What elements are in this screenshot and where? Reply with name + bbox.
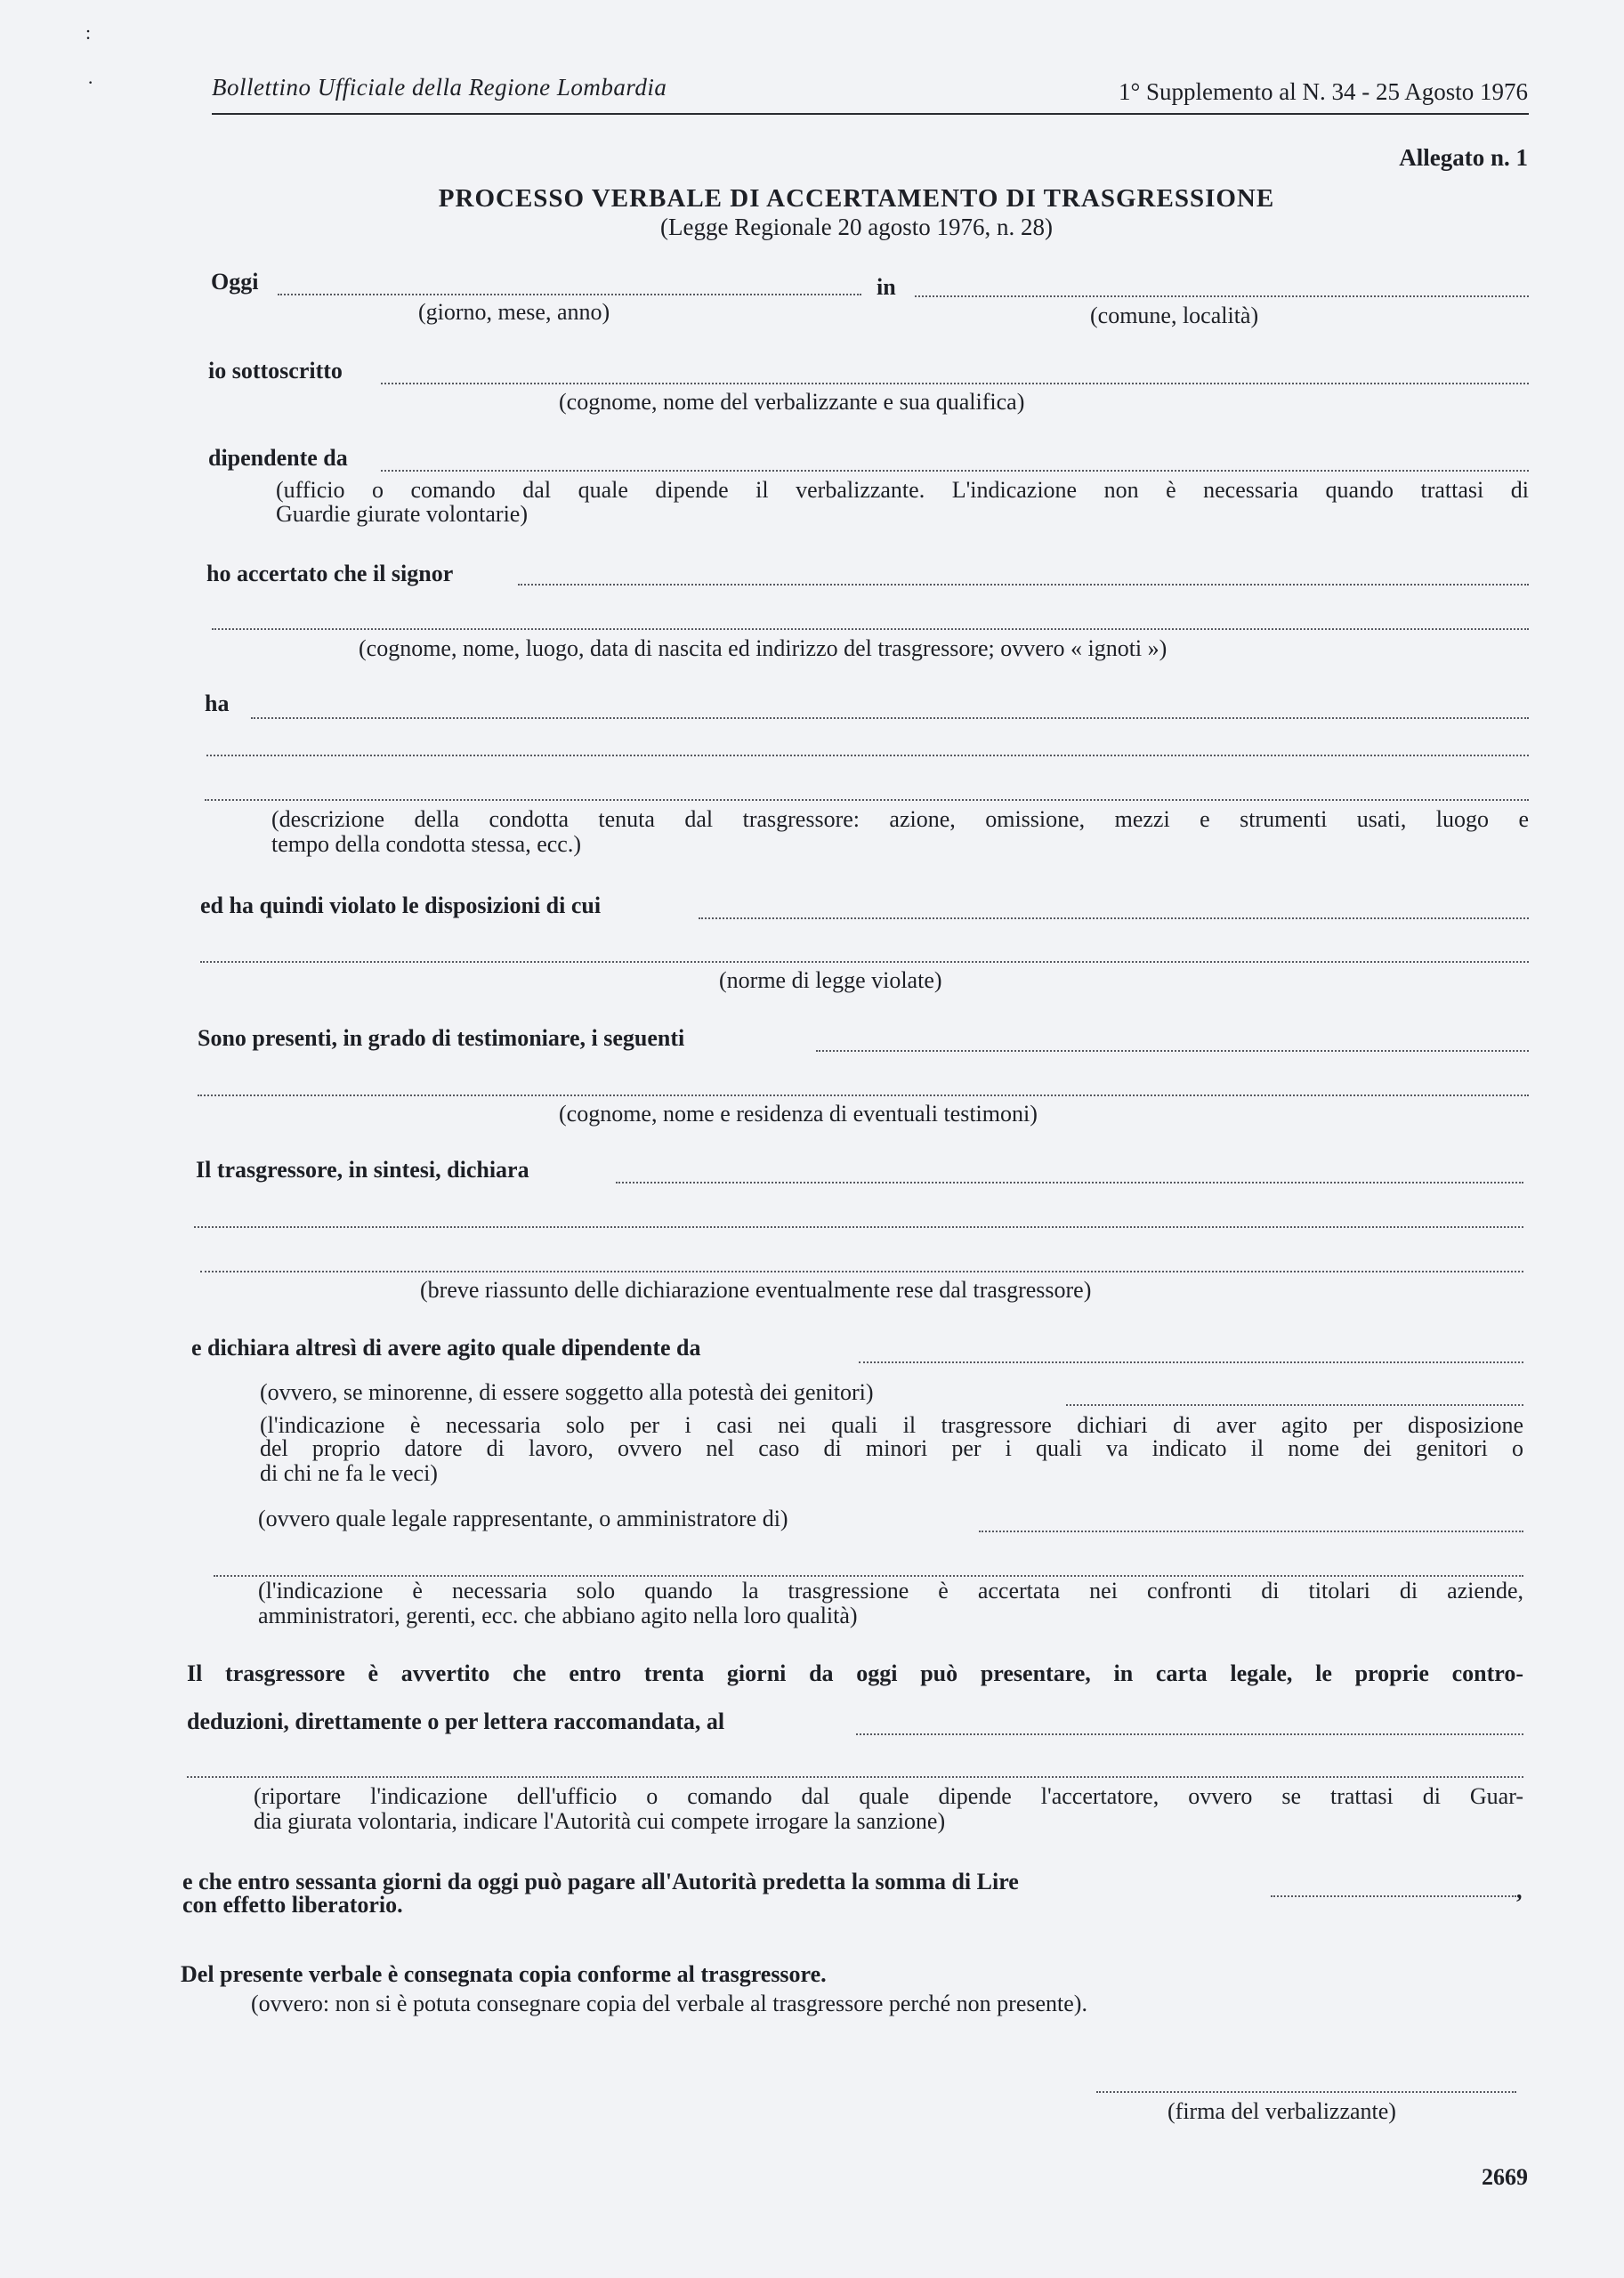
dichiarazione-field-3[interactable] — [200, 1271, 1523, 1272]
dichiarazione-field[interactable] — [616, 1182, 1523, 1183]
issue-info: 1° Supplemento al N. 34 - 25 Agosto 1976 — [1118, 78, 1528, 105]
margin-mark: : — [85, 21, 92, 44]
date-field[interactable] — [278, 294, 861, 295]
legale-label: (ovvero quale legale rappresentante, o amministratore di) — [258, 1506, 788, 1531]
trasgressore-field[interactable] — [518, 584, 1529, 586]
controdeduzioni-field[interactable] — [856, 1733, 1523, 1735]
avvertito-text: Il trasgressore è avvertito che entro trenta giorni da oggi può presentare, in carta legale, le proprie contro- — [187, 1660, 1523, 1686]
trasgressore-note: (cognome, nome, luogo, data di nascita ed indirizzo del trasgressore; ovvero « ignoti ») — [359, 635, 1168, 661]
datore-note-cont: del proprio datore di lavoro, ovvero nel caso di minori per i quali va indicato il nome dei genitori o — [260, 1435, 1523, 1461]
somma-field[interactable] — [1271, 1895, 1516, 1897]
violato-label: ed ha quindi violato le disposizioni di cui — [200, 893, 602, 918]
dichiarazione-note: (breve riassunto delle dichiarazione eventualmente rese dal trasgressore) — [420, 1277, 1092, 1303]
legale-field[interactable] — [979, 1531, 1523, 1532]
condotta-note: (descrizione della condotta tenuta dal trasgressore: azione, omissione, mezzi e strumenti usati, luogo e — [271, 806, 1529, 832]
testimoni-note: (cognome, nome e residenza di eventuali testimoni) — [559, 1101, 1038, 1127]
testimoni-label: Sono presenti, in grado di testimoniare, i seguenti — [198, 1025, 685, 1051]
ufficio-note: (ufficio o comando dal quale dipende il verbalizzante. L'indicazione non è necessaria quando trattasi di — [276, 477, 1529, 503]
altresi-label: e dichiara altresì di avere agito quale dipendente da — [191, 1335, 701, 1361]
pagare-text: e che entro sessanta giorni da oggi può pagare all'Autorità predetta la somma di Lire — [182, 1869, 1019, 1894]
annex-label: Allegato n. 1 — [1399, 144, 1528, 171]
pagare-text-cont: con effetto liberatorio. — [182, 1892, 403, 1918]
datore-field[interactable] — [859, 1361, 1523, 1363]
header-rule — [212, 113, 1529, 115]
publication-title: Bollettino Ufficiale della Regione Lombardia — [212, 74, 667, 101]
sottoscritto-label: io sottoscritto — [208, 358, 343, 384]
norme-field[interactable] — [699, 917, 1529, 919]
ufficio-note-cont: Guardie giurate volontarie) — [276, 501, 528, 527]
firma-note: (firma del verbalizzante) — [1168, 2098, 1396, 2124]
signor-label: ho accertato che il signor — [206, 561, 454, 586]
legale-note: (l'indicazione è necessaria solo quando la trasgressione è accertata nei confronti di titolari di aziende, — [258, 1578, 1523, 1603]
place-note: (comune, località) — [1090, 303, 1259, 328]
avvertito-text-cont: deduzioni, direttamente o per lettera raccomandata, al — [187, 1708, 725, 1734]
ha-label: ha — [205, 691, 230, 716]
ufficio-field[interactable] — [381, 470, 1529, 472]
autorita-note: (riportare l'indicazione dell'ufficio o comando dal quale dipende l'accertatore, ovvero se trattasi di Guar- — [254, 1783, 1523, 1809]
condotta-field[interactable] — [251, 717, 1529, 719]
dichiara-label: Il trasgressore, in sintesi, dichiara — [196, 1157, 529, 1183]
controdeduzioni-field-2[interactable] — [187, 1776, 1523, 1778]
document-subtitle: (Legge Regionale 20 agosto 1976, n. 28) — [660, 214, 1053, 240]
norme-field-2[interactable] — [200, 961, 1529, 963]
legale-note-cont: amministratori, gerenti, ecc. che abbiano agito nella loro qualità) — [258, 1603, 858, 1628]
firma-field[interactable] — [1096, 2091, 1516, 2093]
date-note: (giorno, mese, anno) — [418, 299, 610, 325]
trasgressore-field-2[interactable] — [212, 628, 1529, 630]
testimoni-field[interactable] — [816, 1050, 1529, 1052]
oggi-label: Oggi — [211, 269, 259, 295]
verbalizzante-note: (cognome, nome del verbalizzante e sua qualifica) — [559, 389, 1025, 415]
legale-field-2[interactable] — [214, 1575, 1523, 1577]
somma-comma: , — [1516, 1878, 1523, 1903]
autorita-note-cont: dia giurata volontaria, indicare l'Autorità cui compete irrogare la sanzione) — [254, 1808, 946, 1834]
dipendente-label: dipendente da — [208, 445, 348, 471]
copia-text: Del presente verbale è consegnata copia conforme al trasgressore. — [181, 1961, 827, 1987]
copia-note: (ovvero: non si è potuta consegnare copia del verbale al trasgressore perché non presente). — [251, 1991, 1087, 2016]
datore-note-end: di chi ne fa le veci) — [260, 1460, 438, 1486]
verbalizzante-field[interactable] — [381, 383, 1529, 384]
page-number: 2669 — [1482, 2164, 1528, 2190]
document-title: PROCESSO VERBALE DI ACCERTAMENTO DI TRASGRESSIONE — [438, 184, 1275, 213]
condotta-field-2[interactable] — [206, 755, 1529, 756]
in-label: in — [877, 274, 896, 300]
condotta-field-3[interactable] — [205, 799, 1529, 801]
datore-note: (l'indicazione è necessaria solo per i casi nei quali il trasgressore dichiari di aver agito per disposizione — [260, 1412, 1523, 1438]
minorenne-note: (ovvero, se minorenne, di essere soggetto alla potestà dei genitori) — [260, 1379, 874, 1405]
norme-note: (norme di legge violate) — [719, 967, 942, 993]
margin-mark: · — [87, 71, 94, 93]
testimoni-field-2[interactable] — [198, 1095, 1529, 1096]
condotta-note-cont: tempo della condotta stessa, ecc.) — [271, 831, 581, 857]
genitori-field[interactable] — [1066, 1404, 1523, 1406]
dichiarazione-field-2[interactable] — [194, 1226, 1523, 1228]
place-field[interactable] — [915, 295, 1529, 297]
